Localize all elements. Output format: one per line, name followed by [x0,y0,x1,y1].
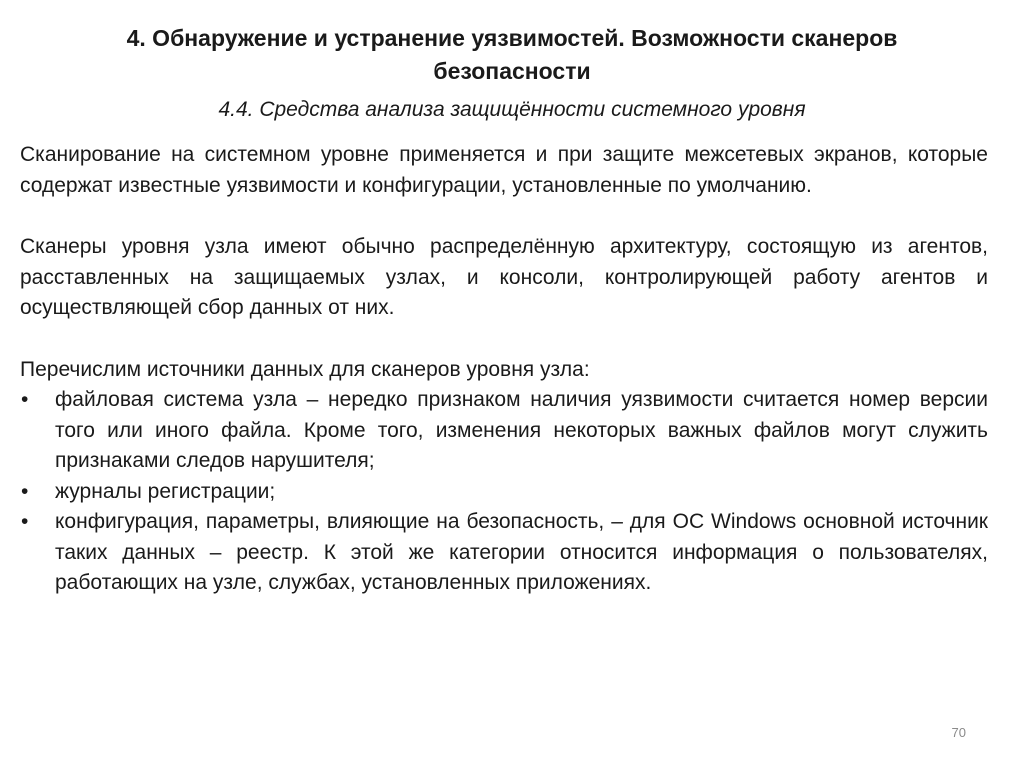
bullet-icon: • [21,388,29,411]
list-intro: Перечислим источники данных для сканеров уровня узла: [20,357,590,381]
list-item-text: конфигурация, параметры, влияющие на безопасность, – для ОС Windows основной источник таких данных – реестр. К этой же категории относится информация о пользователях, работающих на узле, службах, установленных приложениях. [55,510,988,594]
bullet-icon: • [21,479,29,503]
list-item [20,385,988,477]
slide-subtitle: 4.4. Средства анализа защищённости системного уровня [218,98,806,121]
slide-body [20,140,988,599]
data-sources-list [20,385,988,599]
paragraph-host-scanners: Сканеры уровня узла имеют обычно распределённую архитектуру, состоящую из агентов, расставленных на защищаемых узлах, и консоли, контролирующей работу агентов и осуществляющей сбор данных от них. [20,235,988,319]
slide-title: 4. Обнаружение и устранение уязвимостей. Возможности сканеров безопасности [126,25,898,84]
page-number: 70 [951,725,966,740]
list-item-text: журналы регистрации; [55,479,276,503]
list-item [20,507,988,599]
list-item [20,477,988,508]
paragraph-gap [20,201,988,232]
paragraph-gap [20,324,988,355]
bullet-icon: • [21,510,29,533]
paragraph-system-scanning: Сканирование на системном уровне применяется и при защите межсетевых экранов, которые содержат известные уязвимости и конфигурации, установленные по умолчанию. [20,143,988,197]
list-item-text: файловая система узла – нередко признаком наличия уязвимости считается номер версии того или иного файла. Кроме того, изменения некоторых важных файлов могут служить признаками следов нарушителя; [55,388,988,472]
